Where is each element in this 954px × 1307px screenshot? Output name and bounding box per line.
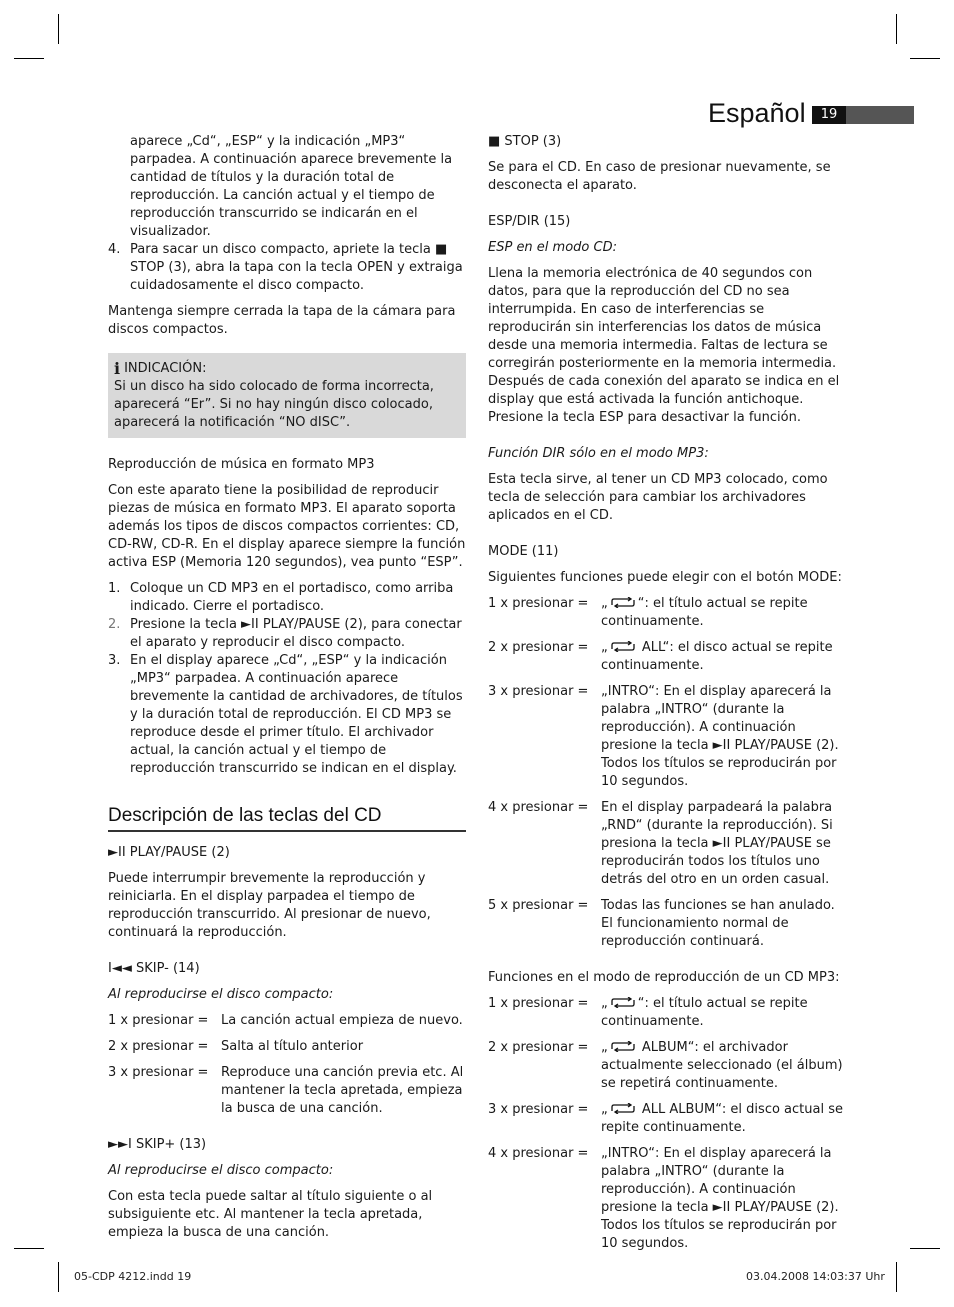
- press-count: 3 x presionar =: [488, 684, 589, 699]
- list-text: Presione la tecla ►II PLAY/PAUSE (2), para conectar el aparato y reproducir el disco compacto.: [130, 617, 462, 650]
- list-number: 3.: [108, 653, 121, 668]
- press-result-text: “: el título actual se repite continuamente.: [601, 596, 808, 629]
- subheading: Reproducción de música en formato MP3: [108, 457, 375, 472]
- press-result: La canción actual empieza de nuevo.: [221, 1013, 463, 1028]
- press-count: 1 x presionar =: [488, 596, 589, 611]
- press-count: 4 x presionar =: [488, 1146, 589, 1161]
- press-result: „ ALBUM“: el archivador actualmente seleccionado (el álbum) se repetirá continuamente.: [601, 1040, 843, 1091]
- press-row: [108, 1038, 466, 1056]
- press-result: „INTRO“: En el display aparecerá la palabra „INTRO“ (durante la reproducción). A continuación presione la tecla ►II PLAY/PAUSE (2). Todos los títulos se reproducirán por 10 segundos.: [601, 684, 839, 789]
- press-count: 2 x presionar =: [488, 640, 589, 655]
- crop-mark: [910, 1248, 940, 1249]
- press-result-text: “: el disco actual se repite continuamente.: [601, 640, 833, 673]
- key-heading: ►►I SKIP+ (13): [108, 1137, 207, 1152]
- mode-label: ALL ALBUM: [641, 1102, 716, 1117]
- italic-subheading: Al reproducirse el disco compacto:: [108, 987, 334, 1002]
- section-title: Descripción de las teclas del CD: [108, 804, 466, 832]
- page-number: 19: [812, 106, 846, 124]
- note-header: [114, 360, 460, 378]
- list-item: [108, 616, 466, 652]
- press-count: 3 x presionar =: [488, 1102, 589, 1117]
- key-heading: MODE (11): [488, 544, 559, 559]
- paragraph: Con esta tecla puede saltar al título siguiente o al subsiguiente etc. Al mantener la tecla apretada, empieza la busca de una canción.: [108, 1189, 433, 1240]
- crop-mark: [14, 1248, 44, 1249]
- mode-label: ALL: [641, 640, 663, 655]
- left-column: [108, 133, 466, 1242]
- continued-paragraph: aparece „Cd“, „ESP“ y la indicación „MP3“ parpadea. A continuación aparece brevemente la cantidad de títulos y la duración total de reproducción. La canción actual y el tiempo de reproducción transcurrido se indicarán en el visualizador.: [130, 134, 453, 239]
- step-list: [108, 241, 466, 295]
- press-result: „ “: el título actual se repite continuamente.: [601, 596, 808, 629]
- italic-subheading: Al reproducirse el disco compacto:: [108, 1163, 334, 1178]
- press-result: „ “: el título actual se repite continuamente.: [601, 996, 808, 1029]
- press-result: Reproduce una canción previa etc. Al mantener la tecla apretada, empieza la busca de una canción.: [221, 1065, 464, 1116]
- press-count: 1 x presionar =: [108, 1013, 209, 1028]
- press-result: „INTRO“: En el display aparecerá la palabra „INTRO“ (durante la reproducción). A continuación presione la tecla ►II PLAY/PAUSE (2). Todos los títulos se reproducirán por 10 segundos.: [601, 1146, 839, 1251]
- crop-mark: [58, 1262, 59, 1292]
- key-heading: ■ STOP (3): [488, 134, 562, 149]
- list-text: Para sacar un disco compacto, apriete la tecla ■ STOP (3), abra la tapa con la tecla OPEN y extraiga cuidadosamente el disco compacto.: [130, 242, 463, 293]
- crop-mark: [896, 1262, 897, 1292]
- key-heading: ►II PLAY/PAUSE (2): [108, 845, 230, 860]
- paragraph: Esta tecla sirve, al tener un CD MP3 colocado, como tecla de selección para cambiar los archivadores aplicados en el CD.: [488, 472, 828, 523]
- paragraph: Llena la memoria electrónica de 40 segundos con datos, para que la reproducción del CD no sea interrumpida. En caso de interferencias se reproducirán sin interferencias los datos de música desde una memoria intermedia. Faltas de lectura se corregirán posteriormente en la memoria intermedia. Después de cada conexión del aparato se indica en el display que está activada la función antichoque. Presione la tecla ESP para desactivar la función.: [488, 266, 840, 425]
- list-text: Coloque un CD MP3 en el portadisco, como arriba indicado. Cierre el portadisco.: [130, 581, 454, 614]
- info-icon: i: [114, 359, 121, 378]
- press-result-text: “: el archivador actualmente seleccionado (el álbum) se repetirá continuamente.: [601, 1040, 843, 1091]
- press-result: En el display parpadeará la palabra „RND“ (durante la reproducción). Si presiona la tecla ►II PLAY/PAUSE se reproducirán todos los títulos uno detrás del otro en un orden casual.: [601, 800, 833, 887]
- key-heading: I◄◄ SKIP- (14): [108, 961, 200, 976]
- press-count: 2 x presionar =: [108, 1039, 209, 1054]
- crop-mark: [910, 58, 940, 59]
- right-column: [488, 133, 848, 1261]
- press-count: 5 x presionar =: [488, 898, 589, 913]
- press-row: [488, 799, 848, 889]
- paragraph: Siguientes funciones puede elegir con el botón MODE:: [488, 570, 842, 585]
- step-list: [108, 580, 466, 778]
- repeat-icon: [609, 1041, 637, 1052]
- repeat-icon: [609, 997, 637, 1008]
- note-box: [108, 353, 466, 438]
- italic-subheading: Función DIR sólo en el modo MP3:: [488, 446, 709, 461]
- press-result-text: “: el título actual se repite continuamente.: [601, 996, 808, 1029]
- press-count: 1 x presionar =: [488, 996, 589, 1011]
- paragraph: Se para el CD. En caso de presionar nuevamente, se desconecta el aparato.: [488, 160, 831, 193]
- crop-mark: [58, 14, 59, 44]
- paragraph: Mantenga siempre cerrada la tapa de la cámara para discos compactos.: [108, 304, 456, 337]
- press-row: [488, 1145, 848, 1253]
- page-title: Español: [708, 98, 806, 128]
- list-item: [108, 652, 466, 778]
- press-result-text: “: el disco actual se repite continuamente.: [601, 1102, 843, 1135]
- press-result: „ ALL“: el disco actual se repite continuamente.: [601, 640, 833, 673]
- footer-file: 05-CDP 4212.indd 19: [74, 1270, 192, 1283]
- press-count: 2 x presionar =: [488, 1040, 589, 1055]
- press-row: [488, 595, 848, 631]
- press-result: Salta al título anterior: [221, 1039, 364, 1054]
- press-row: [488, 1039, 848, 1093]
- press-row: [488, 639, 848, 675]
- repeat-icon: [609, 641, 637, 652]
- repeat-icon: [609, 597, 637, 608]
- mode-label: ALBUM: [641, 1040, 688, 1055]
- press-count: 3 x presionar =: [108, 1065, 209, 1080]
- press-count: 4 x presionar =: [488, 800, 589, 815]
- list-item: [108, 241, 466, 295]
- list-text: En el display aparece „Cd“, „ESP“ y la indicación „MP3“ parpadea. A continuación aparece brevemente la cantidad de archivadores, de títulos y la duración total de reproducción. El CD MP3 se reproduce desde el primer título. El archivador actual, la canción actual y el tiempo de reproducción transcurrido se indican en el display.: [130, 653, 463, 776]
- repeat-icon: [609, 1103, 637, 1114]
- note-text: Si un disco ha sido colocado de forma incorrecta, aparecerá “Er”. Si no hay ningún disco colocado, aparecerá la notificación “NO dISC”.: [114, 379, 434, 430]
- footer-date: 03.04.2008 14:03:37 Uhr: [746, 1270, 885, 1283]
- paragraph: Con este aparato tiene la posibilidad de reproducir piezas de música en formato MP3. El aparato soporta además los tipos de discos compactos corrientes: CD, CD-RW, CD-R. En el display aparece siempre la función activa ESP (Memoria 120 segundos), vea punto “ESP”.: [108, 483, 466, 570]
- key-heading: ESP/DIR (15): [488, 214, 571, 229]
- press-row: [488, 995, 848, 1031]
- press-result: „ ALL ALBUM“: el disco actual se repite continuamente.: [601, 1102, 843, 1135]
- list-number: 4.: [108, 242, 121, 257]
- italic-subheading: ESP en el modo CD:: [488, 240, 617, 255]
- list-number: 2.: [108, 617, 121, 632]
- list-item: [108, 580, 466, 616]
- paragraph: Puede interrumpir brevemente la reproducción y reiniciarla. En el display parpadea el tiempo de reproducción transcurrido. Al presionar de nuevo, continuará la reproducción.: [108, 871, 431, 940]
- note-heading: INDICACIÓN:: [124, 361, 207, 376]
- header-bar: [846, 106, 914, 124]
- press-row: [108, 1064, 466, 1118]
- press-row: [488, 1101, 848, 1137]
- list-number: 1.: [108, 581, 121, 596]
- crop-mark: [896, 14, 897, 44]
- crop-mark: [14, 58, 44, 59]
- subheading: Funciones en el modo de reproducción de un CD MP3:: [488, 970, 840, 985]
- press-row: [488, 897, 848, 951]
- press-row: [488, 683, 848, 791]
- press-row: [108, 1012, 466, 1030]
- press-result: Todas las funciones se han anulado. El funcionamiento normal de reproducción continuará.: [601, 898, 835, 949]
